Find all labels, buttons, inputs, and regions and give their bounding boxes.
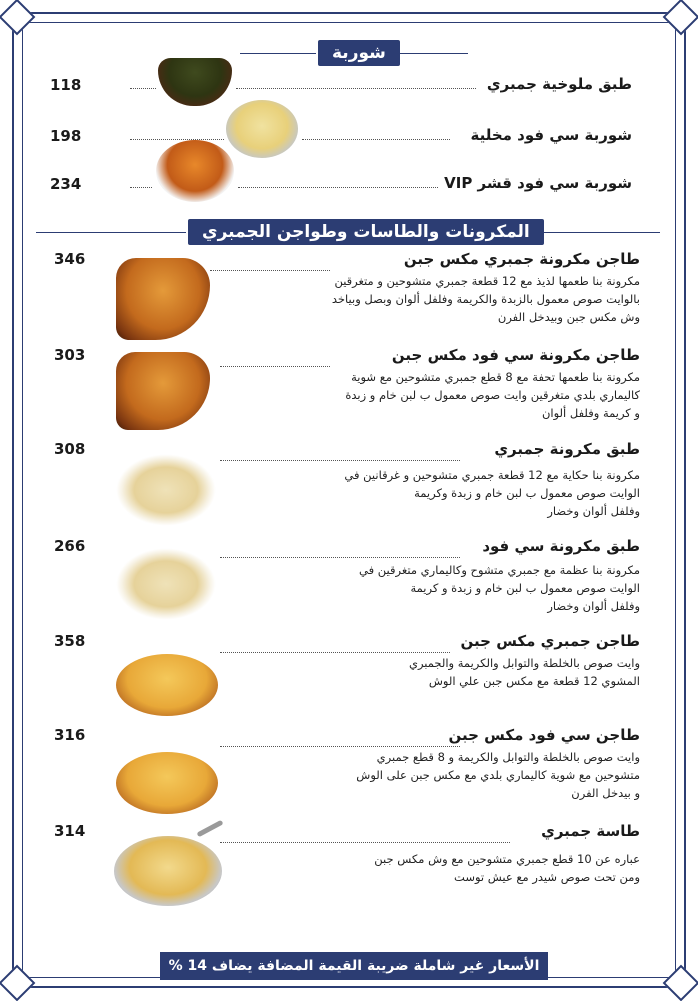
item-price: 198 [50,127,82,145]
leader-dots [130,187,152,188]
item-price: 346 [54,250,86,268]
item-price: 314 [54,822,86,840]
item-description: مكرونة بنا طعمها تحفة مع 8 قطع جمبري متشوحين مع شوية كاليماري بلدي متغرقين وايت صوص معمول ب لبن خام و زبدة و كريمة وفلفل ألوان [345,370,640,420]
item-name: طاسة جمبري [541,822,640,840]
item-name: طاجن مكرونة جمبري مكس جبن [403,250,640,268]
menu-item-row [40,171,632,201]
item-price: 358 [54,632,86,650]
item-description: عباره عن 10 قطع جمبري متشوحين مع وش مكس جبن ومن تحت صوص شيدر مع عيش توست [374,852,640,884]
leader-dots [130,88,156,89]
menu-item-dish [40,537,640,617]
section-title-pasta: المكرونات والطاسات وطواجن الجمبري [188,219,544,245]
item-name: طبق ملوخية جمبري [486,75,632,93]
menu-item-dish [40,726,640,806]
item-price: 303 [54,346,86,364]
item-description: وايت صوص بالخلطة والتوابل والكريمة والجمبري المشوي 12 قطعة مع مكس جبن علي الوش [408,656,640,688]
item-name: طبق مكرونة جمبري [494,440,640,458]
leader-dots [236,88,476,89]
section-divider [240,53,316,54]
leader-dots [220,460,460,461]
item-description: وايت صوص بالخلطة والتوابل والكريمة و 8 قطع جمبري متشوحين مع شوية كاليماري بلدي مع مكس جبن على الوش و بيدخل الفرن [356,750,640,800]
item-price: 118 [50,76,82,94]
menu-item-row [40,123,632,153]
item-description: مكرونة بنا حكاية مع 12 قطعة جمبري متشوحين و غرقانين في الوايت صوص معمول ب لبن خام و زبدة وكريمة وفلفل ألوان وخضار [344,468,640,518]
item-description: مكرونة بنا عظمة مع جمبري متشوح وكاليماري متغرقين في الوايت صوص معمول ب لبن خام و زبدة و كريمة وفلفل ألوان وخضار [359,563,640,613]
leader-dots [302,139,450,140]
section-title-soup: شوربة [318,40,400,66]
leader-dots [238,187,438,188]
menu-item-dish [40,346,640,426]
menu-item-row [40,72,632,102]
item-name: طاجن سي فود مكس جبن [448,726,640,744]
leader-dots [220,557,460,558]
section-divider [36,232,186,233]
leader-dots [220,652,450,653]
menu-item-dish [40,822,640,892]
leader-dots [220,842,510,843]
item-price: 308 [54,440,86,458]
item-description: مكرونة بنا طعمها لذيذ مع 12 قطعة جمبري متشوحين و متغرقين بالوايت صوص معمول بالزبدة والكريمة وفلفل ألوان وبصل وبياخد وش مكس جبن وبيدخل الفرن [331,274,640,324]
menu-item-dish [40,250,640,330]
item-name: طبق مكرونة سي فود [482,537,640,555]
item-price: 234 [50,175,82,193]
item-price: 316 [54,726,86,744]
section-divider [392,53,468,54]
leader-dots [210,270,330,271]
leader-dots [220,746,460,747]
item-name: طاجن مكرونة سي فود مكس جبن [391,346,640,364]
vat-notice: الأسعار غير شاملة ضريبة القيمة المضافة يضاف 14 % [160,952,548,980]
item-name: شوربة سي فود قشر VIP [444,174,632,192]
menu-item-dish [40,632,640,702]
item-name: طاجن جمبري مكس جبن [460,632,640,650]
leader-dots [130,139,224,140]
menu-item-dish [40,440,640,520]
item-price: 266 [54,537,86,555]
item-name: شوربة سي فود مخلية [470,126,632,144]
leader-dots [220,366,330,367]
